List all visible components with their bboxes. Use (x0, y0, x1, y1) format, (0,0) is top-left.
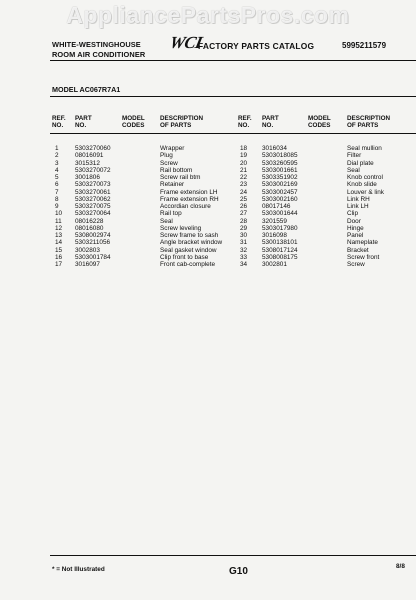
part-number: 5308002974 (75, 232, 111, 239)
divider-header (50, 133, 416, 134)
ref-number: 4 (55, 166, 59, 174)
part-description: Seal mullion (347, 145, 382, 152)
ref-number: 10 (55, 210, 63, 218)
part-description: Angle bracket window (160, 239, 223, 247)
ref-number: 19 (240, 152, 248, 160)
part-number: 5303002169 (262, 181, 298, 189)
col-model-left: MODEL CODES (122, 115, 145, 130)
ref-number: 21 (240, 166, 248, 174)
part-description: Seal (160, 217, 173, 225)
parts-row (0, 247, 416, 254)
parts-row (0, 232, 416, 239)
ref-number: 17 (55, 261, 63, 268)
brand-line-2: ROOM AIR CONDITIONER (52, 50, 146, 59)
ref-number: 13 (55, 232, 63, 239)
divider-bottom (50, 555, 416, 556)
parts-row (0, 239, 416, 246)
col-part-left: PART NO. (75, 115, 92, 130)
part-number: 3002803 (75, 246, 100, 254)
ref-number: 28 (240, 217, 248, 225)
ref-number: 26 (240, 203, 248, 210)
wci-logo: WCI (168, 33, 204, 52)
part-number: 5303351902 (262, 174, 298, 181)
ref-number: 2 (55, 152, 59, 160)
part-number: 08016228 (75, 217, 104, 225)
col-desc-left: DESCRIPTION OF PARTS (160, 115, 204, 130)
part-number: 5308008175 (262, 253, 298, 261)
part-description: Rail top (160, 210, 182, 218)
col-part-right: PART NO. (262, 115, 279, 130)
ref-number: 34 (240, 261, 248, 268)
ref-number: 3 (55, 159, 59, 167)
part-description: Screw (347, 261, 365, 268)
ref-number: 14 (55, 239, 63, 247)
divider-model (50, 96, 416, 97)
col-model-right: MODEL CODES (308, 115, 331, 130)
part-number: 5300138101 (262, 239, 298, 247)
ref-number: 11 (55, 217, 62, 225)
parts-row (0, 167, 416, 174)
ref-number: 27 (240, 210, 248, 218)
part-description: Panel (347, 232, 364, 239)
part-number: 5303001784 (75, 253, 111, 261)
part-number: 5303270064 (75, 210, 111, 218)
part-description: Hinge (347, 224, 364, 232)
parts-list-right (0, 145, 416, 268)
part-number: 3016034 (262, 145, 287, 152)
part-description: Plug (160, 152, 173, 160)
part-description: Screw frame to sash (160, 232, 219, 239)
part-number: 5303002160 (262, 195, 298, 203)
part-description: Clip front to base (160, 253, 209, 261)
part-number: 5303211056 (75, 239, 111, 247)
part-description: Nameplate (347, 239, 378, 247)
part-number: 5308017124 (262, 246, 298, 254)
footnote: * = Not Illustrated (52, 566, 105, 573)
part-number: 3002801 (262, 261, 287, 268)
ref-number: 24 (240, 188, 248, 196)
part-description: Screw rail btm (160, 174, 201, 181)
parts-row (0, 210, 416, 217)
ref-number: 7 (55, 188, 59, 196)
part-description: Frame extension RH (160, 195, 219, 203)
part-number: 3016097 (75, 261, 100, 268)
part-description: Knob control (347, 174, 383, 181)
part-description: Knob slide (347, 181, 377, 189)
parts-row (0, 254, 416, 261)
part-number: 5303270061 (75, 188, 111, 196)
ref-number: 15 (55, 246, 63, 254)
part-description: Dial plate (347, 159, 374, 167)
catalog-number: 5995211579 (342, 41, 387, 50)
ref-number: 29 (240, 224, 248, 232)
parts-row (0, 196, 416, 203)
part-number: 5303002457 (262, 188, 298, 196)
part-number: 3001806 (75, 174, 100, 181)
ref-number: 23 (240, 181, 248, 189)
ref-number: 31 (240, 239, 248, 247)
part-number: 5303270075 (75, 203, 111, 210)
part-number: 3015312 (75, 159, 100, 167)
ref-number: 30 (240, 232, 248, 239)
ref-number: 22 (240, 174, 248, 181)
part-number: 5303018085 (262, 152, 298, 160)
watermark: AppliancePartsPros.com (66, 2, 350, 28)
part-description: Clip (347, 210, 359, 218)
part-number: 5303270073 (75, 181, 111, 189)
part-number: 5303270072 (75, 166, 111, 174)
ref-number: 32 (240, 246, 248, 254)
col-ref-right: REF. NO. (238, 115, 252, 130)
parts-row (0, 145, 416, 152)
part-description: Filter (347, 152, 362, 160)
col-desc-right: DESCRIPTION OF PARTS (347, 115, 391, 130)
ref-number: 1 (55, 145, 59, 152)
part-description: Front cab-complete (160, 261, 216, 268)
parts-row (0, 152, 416, 159)
part-number: 3201559 (262, 217, 287, 225)
parts-row (0, 174, 416, 181)
part-number: 08017146 (262, 203, 291, 210)
part-number: 3016098 (262, 232, 287, 239)
page-fraction: 8/8 (396, 563, 405, 570)
part-description: Screw leveling (160, 224, 202, 232)
model-line: MODEL AC067R7A1 (52, 85, 121, 94)
ref-number: 12 (55, 224, 63, 232)
part-description: Seal gasket window (160, 246, 217, 254)
part-number: 5303260595 (262, 159, 298, 167)
part-number: 5303001644 (262, 210, 298, 218)
ref-number: 25 (240, 195, 248, 203)
part-number: 5303017980 (262, 224, 298, 232)
part-number: 08016080 (75, 224, 104, 232)
ref-number: 8 (55, 195, 59, 203)
part-description: Link LH (347, 203, 369, 210)
part-description: Link RH (347, 195, 370, 203)
ref-number: 16 (55, 253, 63, 261)
ref-number: 9 (55, 203, 59, 210)
brand-line-1: WHITE-WESTINGHOUSE (52, 40, 141, 49)
col-ref-left: REF. NO. (52, 115, 66, 130)
part-description: Door (347, 217, 361, 225)
divider-top (50, 60, 416, 61)
part-description: Wrapper (160, 145, 185, 152)
parts-row (0, 218, 416, 225)
parts-row (0, 189, 416, 196)
page-id: G10 (229, 566, 248, 577)
part-description: Screw (160, 159, 178, 167)
ref-number: 5 (55, 174, 59, 181)
part-number: 08016091 (75, 152, 104, 160)
parts-row (0, 203, 416, 210)
part-description: Bracket (347, 246, 369, 254)
part-description: Retainer (160, 181, 185, 189)
part-number: 5303270062 (75, 195, 111, 203)
parts-row (0, 225, 416, 232)
part-description: Frame extension LH (160, 188, 218, 196)
part-description: Seal (347, 166, 360, 174)
ref-number: 20 (240, 159, 248, 167)
part-description: Rail bottom (160, 166, 193, 174)
ref-number: 6 (55, 181, 59, 189)
part-description: Louver & link (347, 188, 384, 196)
brand-block (52, 40, 145, 60)
part-description: Screw front (347, 253, 380, 261)
ref-number: 18 (240, 145, 248, 152)
part-number: 5303270060 (75, 145, 111, 152)
parts-row (0, 160, 416, 167)
part-description: Accordian closure (160, 203, 211, 210)
parts-row (0, 181, 416, 188)
part-number: 5303001661 (262, 166, 298, 174)
catalog-title: FACTORY PARTS CATALOG (198, 41, 315, 51)
parts-row (0, 261, 416, 268)
ref-number: 33 (240, 253, 248, 261)
